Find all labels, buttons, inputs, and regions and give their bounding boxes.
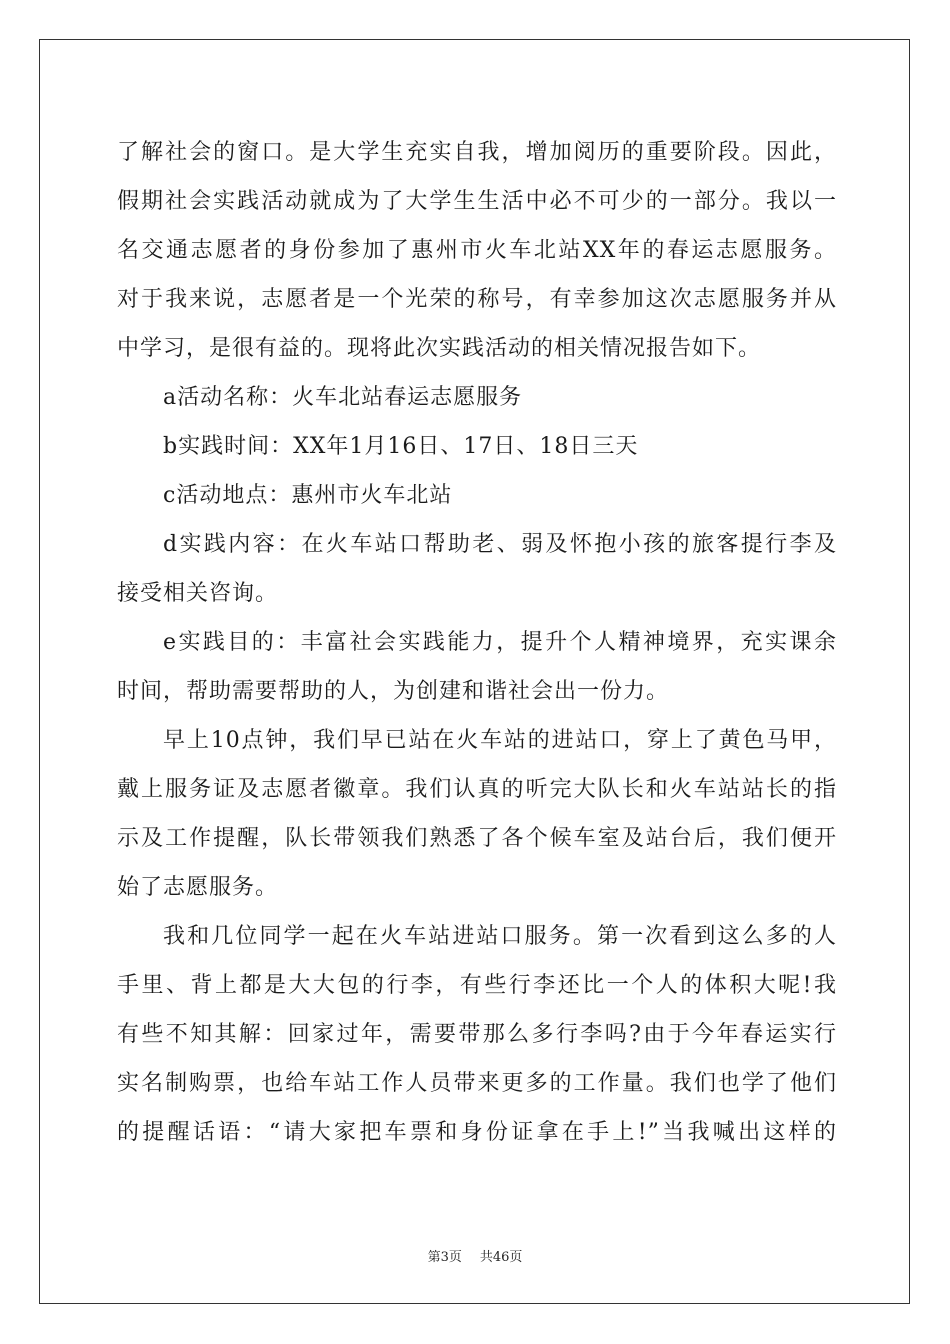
text-line: b实践时间：XX年1月16日、17日、18日三天 (163, 434, 639, 459)
text-line: 有些不知其解：回家过年，需要带那么多行李吗?由于今年春运实行 (117, 1022, 837, 1047)
text-line: 名交通志愿者的身份参加了惠州市火车北站XX年的春运志愿服务。 (117, 238, 837, 263)
text-line: 了解社会的窗口。是大学生充实自我，增加阅历的重要阶段。因此， (117, 140, 837, 165)
text-line: 实名制购票，也给车站工作人员带来更多的工作量。我们也学了他们 (117, 1071, 837, 1096)
text-line: c活动地点：惠州市火车北站 (163, 483, 453, 508)
text-line: a活动名称：火车北站春运志愿服务 (163, 385, 523, 410)
page-total: 共46页 (479, 1250, 523, 1265)
text-line: e实践目的：丰富社会实践能力，提升个人精神境界，充实课余 (163, 630, 837, 655)
page-footer (0, 1246, 950, 1265)
text-line: 的提醒话语：“请大家把车票和身份证拿在手上!”当我喊出这样的 (117, 1120, 837, 1145)
text-line: 始了志愿服务。 (117, 875, 279, 900)
text-line: 假期社会实践活动就成为了大学生生活中必不可少的一部分。我以一 (117, 189, 837, 214)
text-line: d实践内容：在火车站口帮助老、弱及怀抱小孩的旅客提行李及 (163, 532, 837, 557)
text-line: 我和几位同学一起在火车站进站口服务。第一次看到这么多的人 (163, 924, 837, 949)
text-line: 早上10点钟，我们早已站在火车站的进站口，穿上了黄色马甲， (163, 728, 837, 753)
text-line: 接受相关咨询。 (117, 581, 279, 606)
page-number: 第3页 (427, 1250, 462, 1265)
document-body (117, 128, 837, 1157)
text-line: 时间，帮助需要帮助的人，为创建和谐社会出一份力。 (117, 679, 670, 704)
text-line: 示及工作提醒，队长带领我们熟悉了各个候车室及站台后，我们便开 (117, 826, 837, 851)
text-line: 对于我来说，志愿者是一个光荣的称号，有幸参加这次志愿服务并从 (117, 287, 837, 312)
text-line: 中学习，是很有益的。现将此次实践活动的相关情况报告如下。 (117, 336, 762, 361)
text-line: 戴上服务证及志愿者徽章。我们认真的听完大队长和火车站站长的指 (117, 777, 837, 802)
text-line: 手里、背上都是大大包的行李，有些行李还比一个人的体积大呢!我 (117, 973, 837, 998)
